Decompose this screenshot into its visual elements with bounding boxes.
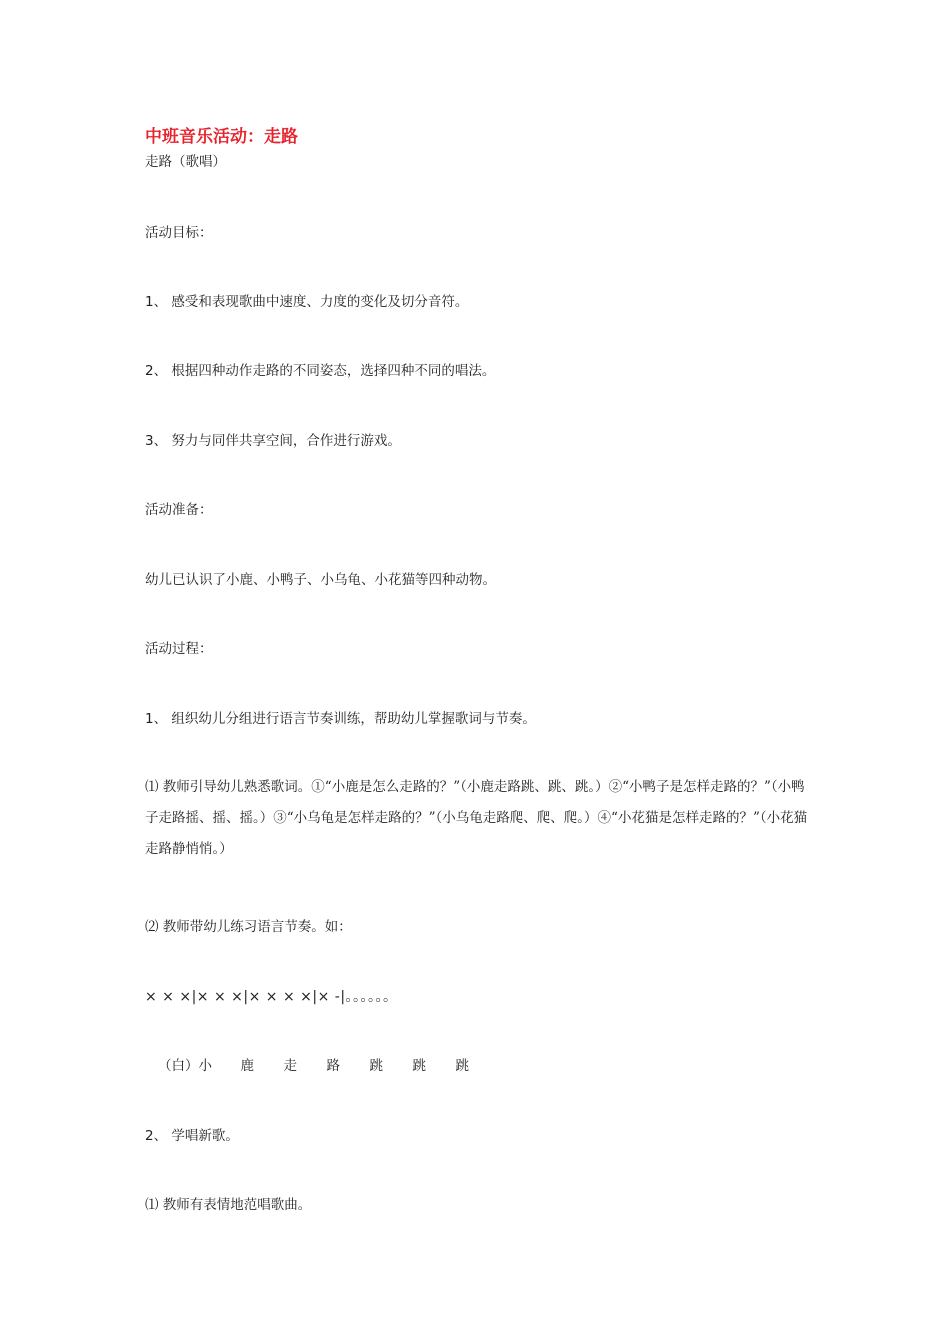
goal-text: 感受和表现歌曲中速度、力度的变化及切分音符。 [171, 294, 469, 310]
goal-number: 3、 [145, 433, 168, 449]
step-number: 2、 [145, 1128, 168, 1144]
lyric-word: 走 [283, 1058, 297, 1074]
lyric-word: 跳 [455, 1058, 469, 1074]
lyric-word: 小 [198, 1058, 212, 1074]
document-subtitle: 走路（歌唱） [145, 154, 226, 170]
goal-item-1 [145, 293, 468, 311]
step1-sub1-paragraph: ⑴ 教师引导幼儿熟悉歌词。①“小鹿是怎么走路的？”（小鹿走路跳、跳、跳。）②“小鸭子是怎样走路的？”（小鸭子走路摇、摇、摇。）③“小乌龟是怎样走路的？”（小乌龟走路爬、爬、爬。）④“小花猫是怎样走路的？”（小花猫走路静悄悄。） [145, 779, 808, 857]
process-step-1 [145, 710, 536, 728]
prep-text: 幼儿已认识了小鹿、小鸭子、小乌龟、小花猫等四种动物。 [145, 572, 496, 588]
lyrics-line [158, 1057, 469, 1075]
lyric-word: 路 [326, 1058, 340, 1074]
lyric-word: 鹿 [240, 1058, 254, 1074]
goals-heading: 活动目标： [145, 225, 213, 241]
step2-sub1: ⑴ 教师有表情地范唱歌曲。 [145, 1197, 312, 1213]
step-number: 1、 [145, 711, 168, 727]
lyric-word: 跳 [369, 1058, 383, 1074]
lyric-word: 跳 [412, 1058, 426, 1074]
goal-item-2 [145, 362, 495, 380]
lyrics-prefix: （白） [158, 1058, 199, 1074]
goal-item-3 [145, 432, 401, 450]
rhythm-notation: × × ×|× × ×|× × × ×|× -|。。。。。。 [145, 989, 398, 1005]
step1-sub2: ⑵ 教师带幼儿练习语言节奏。如： [145, 919, 352, 935]
goal-text: 根据四种动作走路的不同姿态，选择四种不同的唱法。 [171, 363, 496, 379]
step-text: 组织幼儿分组进行语言节奏训练，帮助幼儿掌握歌词与节奏。 [171, 711, 536, 727]
prep-heading: 活动准备： [145, 502, 213, 518]
step-text: 学唱新歌。 [171, 1128, 239, 1144]
goal-number: 2、 [145, 363, 168, 379]
goal-number: 1、 [145, 294, 168, 310]
goal-text: 努力与同伴共享空间，合作进行游戏。 [171, 433, 401, 449]
process-step-2 [145, 1127, 239, 1145]
process-heading: 活动过程： [145, 641, 213, 657]
document-title: 中班音乐活动：走路 [145, 127, 298, 147]
